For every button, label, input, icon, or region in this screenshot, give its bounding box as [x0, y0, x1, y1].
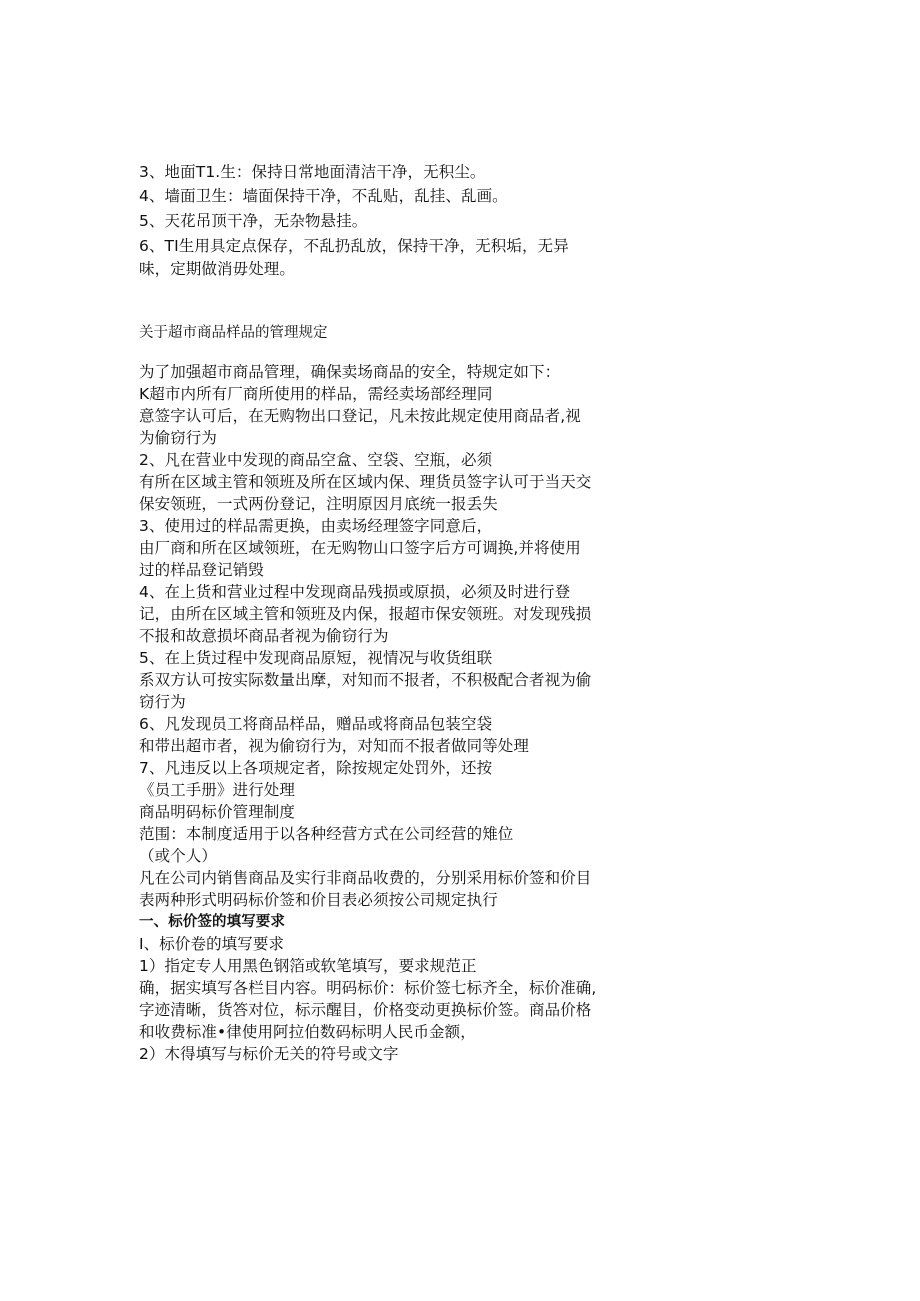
paragraph-line: 3、使用过的样品需更换，由卖场经理签字同意后， — [139, 517, 493, 535]
paragraph-line: 不报和故意损坏商品者视为偷窃行为 — [139, 627, 389, 645]
paragraph-line: 意签字认可后，在无购物出口登记，凡未按此规定使用商品者,视 — [139, 407, 581, 425]
paragraph-line: K超市内所有厂商所使用的样品，需经卖场部经理同 — [139, 385, 493, 403]
paragraph-line: 和收费标准•律使用阿拉伯数码标明人民币金额， — [139, 1023, 476, 1041]
paragraph-line: 过的样品登记销毁 — [139, 561, 264, 579]
paragraph-line: 2）木得填写与标价无关的符号或文字 — [139, 1045, 399, 1063]
paragraph-line: 确，据实填写各栏目内容。明码标价：标价签七标齐全，标价准确, — [139, 979, 597, 997]
paragraph-line: （或个人） — [139, 847, 218, 865]
paragraph-line: 2、凡在营业中发现的商品空盒、空袋、空瓶，必须 — [139, 451, 493, 469]
paragraph-line: 4、在上货和营业过程中发现商品残损或原损，必须及时进行登 — [139, 583, 571, 601]
paragraph-line: 和带出超市者，视为偷窃行为，对知而不报者做同等处理 — [139, 737, 530, 755]
paragraph-line: 为偷窃行为 — [139, 429, 218, 447]
paragraph-line: 1）指定专人用黑色钢箔或软笔填写，要求规范正 — [139, 957, 477, 975]
hygiene-line-6: 6、TI生用具定点保存，不乱扔乱放，保持干净，无积垢，无异 — [139, 237, 569, 255]
paragraph-line: 表两种形式明码标价签和价目表必须按公司规定执行 — [139, 891, 498, 909]
hygiene-line-6-cont: 味，定期做消毋处理。 — [139, 260, 296, 278]
hygiene-line-4: 4、墙面卫生：墙面保持干净，不乱贴，乱挂、乱画。 — [139, 187, 508, 205]
paragraph-line: 有所在区域主管和领班及所在区域内保、理货员签字认可于当天交 — [139, 473, 592, 491]
hygiene-line-3: 3、地面T1.生：保持日常地面清洁干净，无积尘。 — [139, 163, 486, 181]
paragraph-line: 凡在公司内销售商品及实行非商品收费的，分别采用标价签和价目 — [139, 869, 592, 887]
paragraph-line: 系双方认可按实际数量出摩，对知而不报者，不积极配合者视为偷 — [139, 671, 592, 689]
section-heading-price-tag: 一、标价签的填写要求 — [139, 914, 285, 930]
paragraph-line: 6、凡发现员工将商品样品，赠品或将商品包装空袋 — [139, 715, 493, 733]
paragraph-line: I、标价卷的填写要求 — [139, 935, 285, 953]
paragraph-line: 由厂商和所在区域领班，在无购物山口签字后方可调换,并将使用 — [139, 539, 581, 557]
paragraph-line: 《员工手册》进行处理 — [139, 781, 296, 799]
paragraph-line: 5、在上货过程中发现商品原短，视情况与收货组联 — [139, 649, 493, 667]
section-title-sample-rules: 关于超市商品样品的管理规定 — [139, 325, 328, 341]
paragraph-line: 记，由所在区域主管和领班及内保，报超市保安领班。对发现残损 — [139, 605, 592, 623]
paragraph-line: 范围：本制度适用于以各种经营方式在公司经营的雉位 — [139, 825, 514, 843]
price-rules-title: 商品明码标价管理制度 — [139, 803, 296, 821]
hygiene-line-5: 5、天花吊顶干净，无杂物悬挂。 — [139, 212, 368, 230]
paragraph-line: 保安领班，一式两份登记，注明原因月底统一报丢失 — [139, 495, 498, 513]
document-page — [139, 0, 699, 1301]
paragraph-line: 为了加强超市商品管理，确保卖场商品的安全，特规定如下： — [139, 363, 561, 381]
paragraph-line: 字迹清晰，货答对位，标示醒目，价格变动更换标价签。商品价格 — [139, 1001, 592, 1019]
paragraph-line: 7、凡违反以上各项规定者，除按规定处罚外，还按 — [139, 759, 493, 777]
paragraph-line: 窃行为 — [139, 693, 186, 711]
